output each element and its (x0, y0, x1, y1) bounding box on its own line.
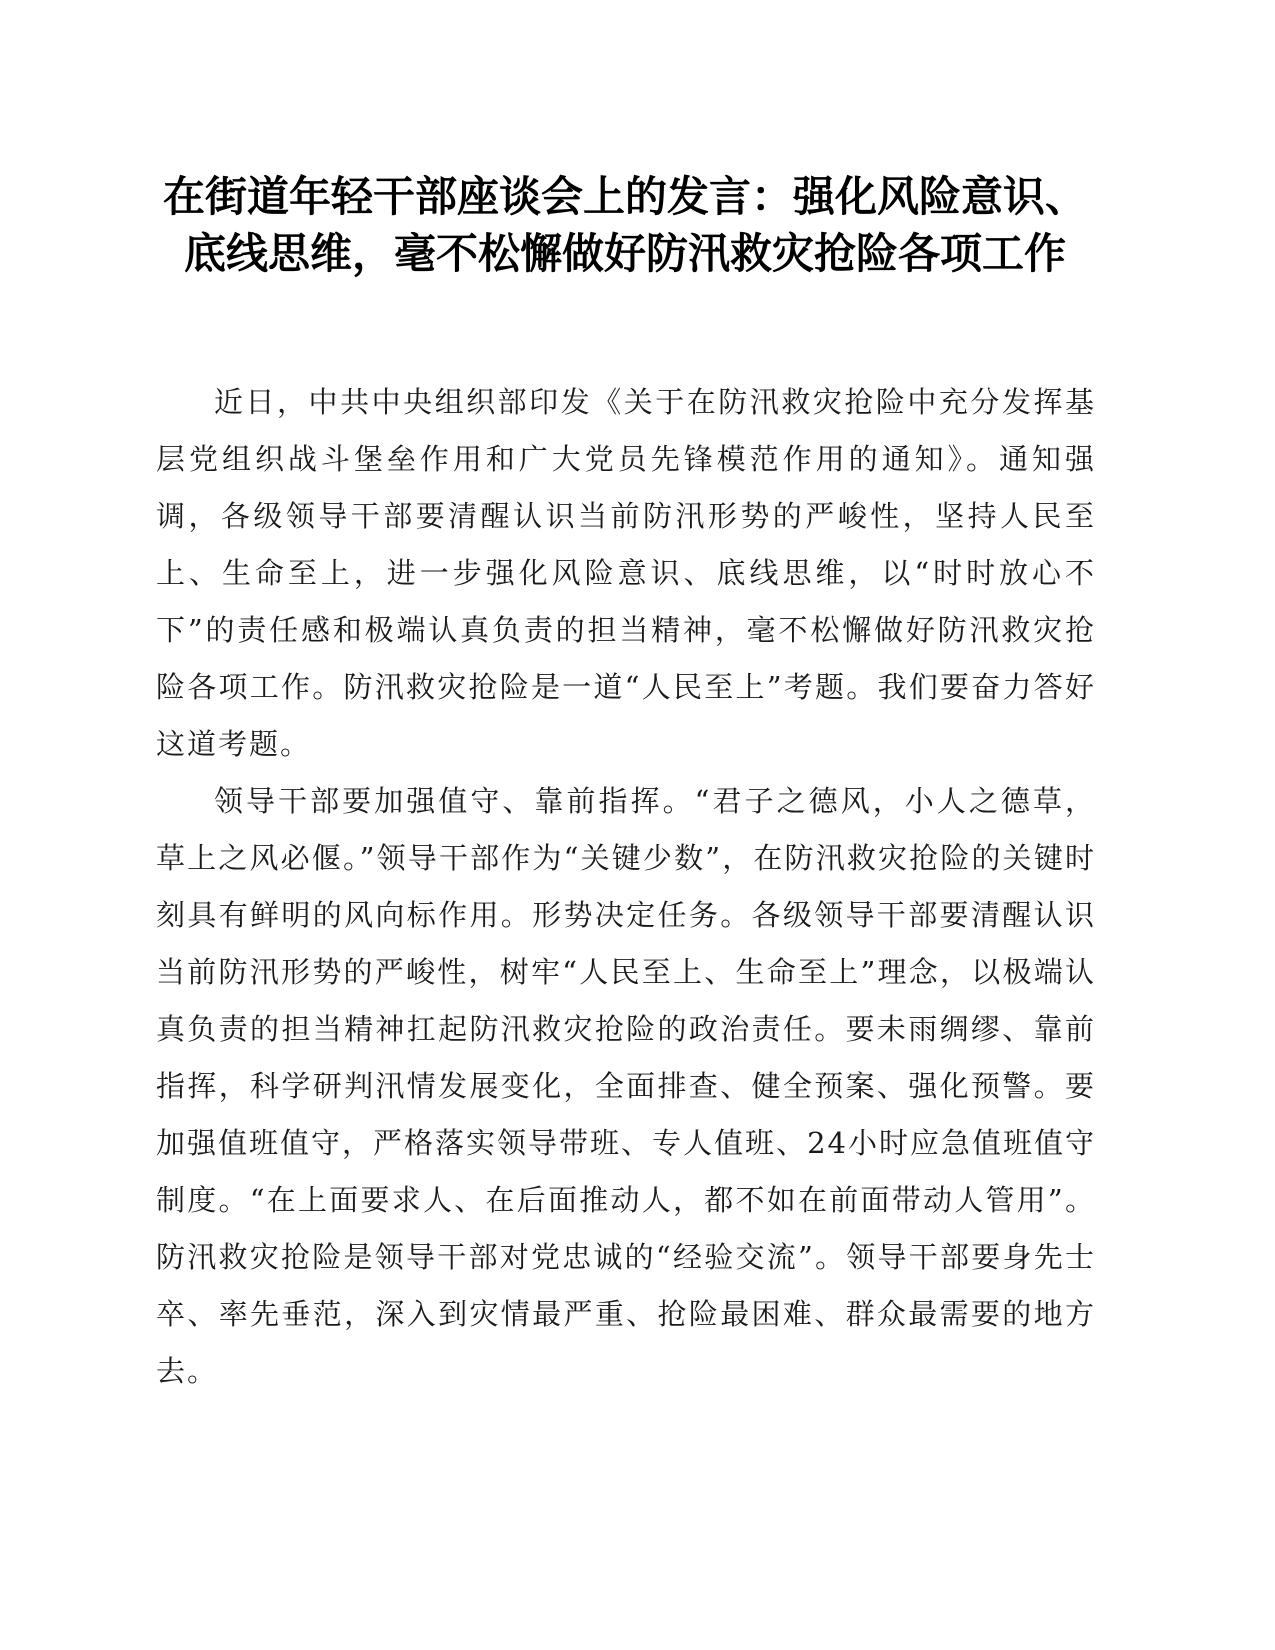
document-title: 在街道年轻干部座谈会上的发言：强化风险意识、底线思维，毫不松懈做好防汛救灾抢险各项工作 (162, 172, 1087, 278)
paragraph: 领导干部要加强值守、靠前指挥。“君子之德风，小人之德草，草上之风必偃。”领导干部作为“关键少数”，在防汛救灾抢险的关键时刻具有鲜明的风向标作用。形势决定任务。各级领导干部要清醒认识当前防汛形势的严峻性，树牢“人民至上、生命至上”理念，以极端认真负责的担当精神扛起防汛救灾抢险的政治责任。要未雨绸缪、靠前指挥，科学研判汛情发展变化，全面排查、健全预案、强化预警。要加强值班值守，严格落实领导带班、专人值班、24小时应急值班值守制度。“在上面要求人、在后面推动人，都不如在前面带动人管用”。防汛救灾抢险是领导干部对党忠诚的“经验交流”。领导干部要身先士卒、率先垂范，深入到灾情最严重、抢险最困难、群众最需要的地方去。 (156, 784, 1096, 1388)
paragraph: 近日，中共中央组织部印发《关于在防汛救灾抢险中充分发挥基层党组织战斗堡垒作用和广大党员先锋模范作用的通知》。通知强调，各级领导干部要清醒认识当前防汛形势的严峻性，坚持人民至上、生命至上，进一步强化风险意识、底线思维，以“时时放心不下”的责任感和极端认真负责的担当精神，毫不松懈做好防汛救灾抢险各项工作。防汛救灾抢险是一道“人民至上”考题。我们要奋力答好这道考题。 (156, 385, 1096, 761)
document-body (156, 374, 1096, 1400)
